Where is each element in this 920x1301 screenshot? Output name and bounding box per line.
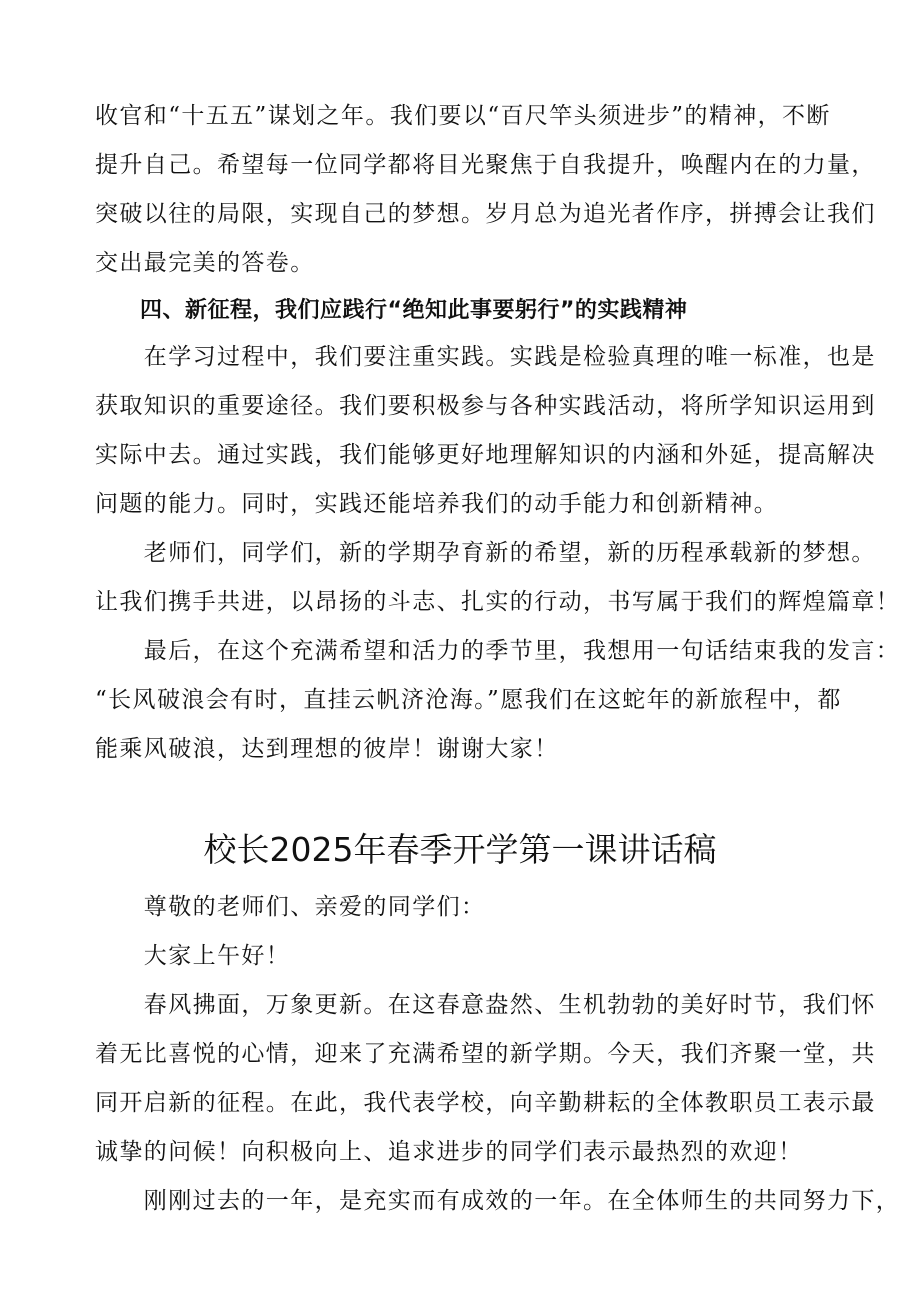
text-line: 刚刚过去的一年，是充实而有成效的一年。在全体师生的共同努力下，: [95, 1188, 901, 1214]
text-line: 让我们携手共进，以昂扬的斗志、扎实的行动，书写属于我们的辉煌篇章！: [95, 589, 901, 615]
text-line: 问题的能力。同时，实践还能培养我们的动手能力和创新精神。: [95, 491, 779, 517]
text-line: 同开启新的征程。在此，我代表学校，向辛勤耕耘的全体教职员工表示最: [95, 1090, 876, 1116]
text-line: 尊敬的老师们、亲爱的同学们：: [95, 894, 486, 920]
paragraph-continuation: [95, 92, 876, 288]
text-line: “长风破浪会有时，直挂云帆济沧海。”愿我们在这蛇年的新旅程中，都: [95, 687, 842, 713]
text-line: 交出最完美的答卷。: [95, 250, 315, 276]
text-line: 突破以往的局限，实现自己的梦想。岁月总为追光者作序，拼搏会让我们: [95, 201, 876, 227]
text-line: 着无比喜悦的心情，迎来了充满希望的新学期。今天，我们齐聚一堂，共: [95, 1041, 876, 1067]
text-line: 在学习过程中，我们要注重实践。实践是检验真理的唯一标准，也是: [95, 344, 876, 370]
document-title: 校长2025年春季开学第一课讲话稿: [203, 830, 717, 869]
text-line: 获取知识的重要途径。我们要积极参与各种实践活动，将所学知识运用到: [95, 393, 876, 419]
paragraph-opening: [95, 981, 876, 1177]
paragraph-closing: [95, 529, 901, 627]
paragraph-review: [95, 1177, 901, 1226]
text-line: 春风拂面，万象更新。在这春意盎然、生机勃勃的美好时节，我们怀: [95, 992, 876, 1018]
text-line: 收官和“十五五”谋划之年。我们要以“百尺竿头须进步”的精神，不断: [95, 103, 831, 129]
paragraph-farewell: [95, 627, 901, 774]
text-line: 提升自己。希望每一位同学都将目光聚焦于自我提升，唤醒内在的力量，: [95, 152, 876, 178]
text-line: 实际中去。通过实践，我们能够更好地理解知识的内涵和外延，提高解决: [95, 442, 876, 468]
text-line: 最后，在这个充满希望和活力的季节里，我想用一句话结束我的发言：: [95, 638, 901, 664]
text-line: 大家上午好！: [95, 943, 291, 969]
greeting: [95, 932, 835, 981]
text-line: 诚挚的问候！向积极向上、追求进步的同学们表示最热烈的欢迎！: [95, 1139, 803, 1165]
section-heading-4: 四、新征程，我们应践行“绝知此事要躬行”的实践精神: [140, 298, 688, 323]
paragraph-practice: [95, 333, 876, 529]
text-line: 能乘风破浪，达到理想的彼岸！谢谢大家！: [95, 736, 559, 762]
salutation: [95, 883, 835, 932]
text-line: 老师们，同学们，新的学期孕育新的希望，新的历程承载新的梦想。: [95, 540, 876, 566]
